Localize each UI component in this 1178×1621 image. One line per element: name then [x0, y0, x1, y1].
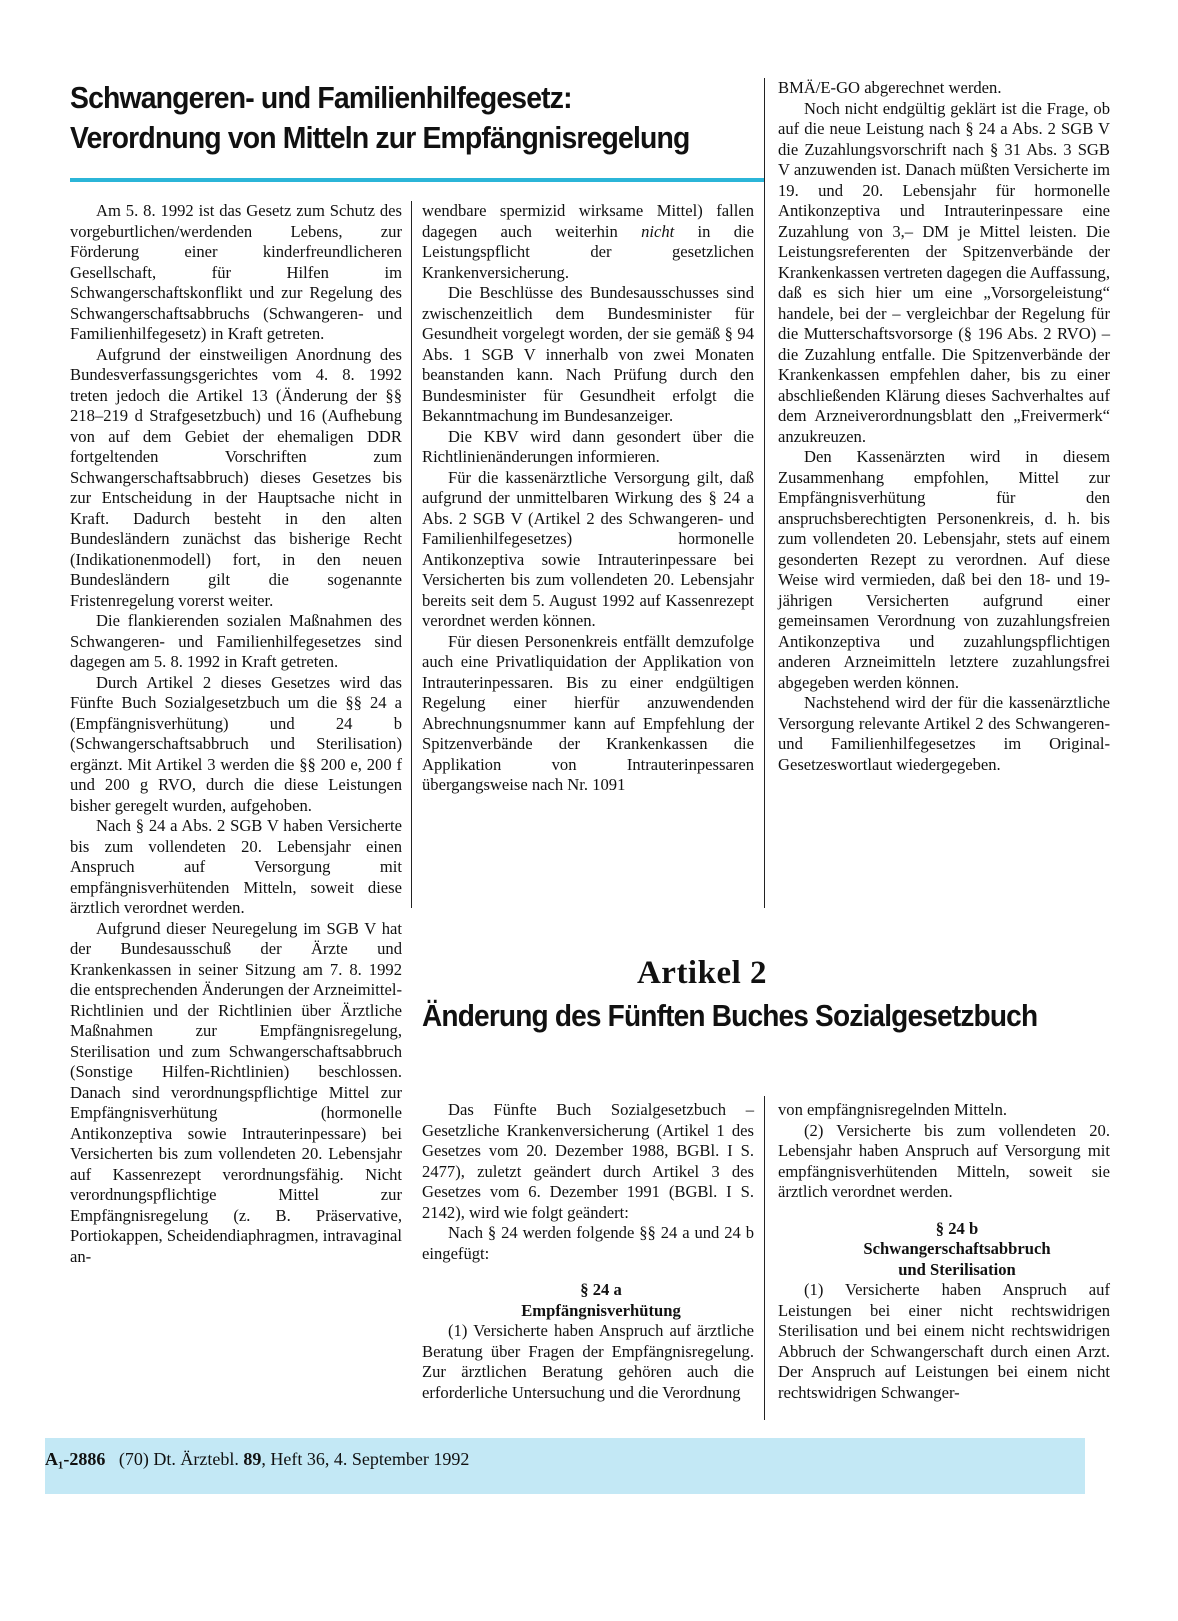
section-title: und Sterilisation — [898, 1259, 1016, 1279]
section-title: Empfängnisverhütung — [521, 1300, 681, 1320]
column-divider — [764, 78, 765, 908]
paragraph: Noch nicht endgültig geklärt ist die Frage, ob auf die neue Leistung nach § 24 a Abs. 2 SGB V die Zuzahlungsvorschrift nach § 31 Abs. 3 SGB V anzuwenden ist. Danach müßten Versicherte im 19. und 20. Lebensjahr für hormonelle Antikonzeptiva und Intrauterinpessare eine Zuzahlung von 3,– DM je Mittel leisten. Die Leistungsreferenten der Spitzenverbände der Krankenkassen vertreten dagegen die Auffassung, daß es sich hier um eine „Vorsorgeleistung“ handele, bei der – vergleichbar der Regelung für die Mutterschaftsvorsorge (§ 196 Abs. 2 RVO) – die Zuzahlung entfalle. Die Spitzenverbände der Krankenkassen empfehlen daher, bis zu einer abschließenden Klärung dieses Sachverhaltes auf dem Arzneiverordnungsblatt den „Freivermerk“ anzukreuzen. — [778, 98, 1110, 446]
intro-column-2 — [422, 201, 754, 796]
paragraph: BMÄ/E-GO abgerechnet werden. — [778, 78, 1002, 97]
title-rule — [70, 178, 764, 182]
paragraph: Aufgrund dieser Neuregelung im SGB V hat der Bundesausschuß der Ärzte und Krankenkassen in seiner Sitzung am 7. 8. 1992 die entsprechenden Änderungen der Arzneimittel-Richtlinien und der Richtlinien über Ärztliche Maßnahmen zur Empfängnisregelung, Sterilisation und zum Schwangerschaftsabbruch (Sonstige Hilfen-Richtlinien) beschlossen. Danach sind verordnungspflichtige Mittel zur Empfängnisverhütung (hormonelle Antikonzeptiva sowie Intrauterinpessare) bei Versicherten bis zum vollendeten 20. Lebensjahr auf Kassenrezept verordnungsfähig. Nicht verordnungspflichtige Mittel zur Empfängnisregelung (z. B. Präservative, Portiokappen, Scheidendiaphragmen, intravaginal an- — [70, 918, 402, 1266]
section-title: Schwangerschaftsabbruch — [863, 1239, 1051, 1258]
section-number: § 24 a — [580, 1280, 622, 1299]
column-divider — [411, 201, 412, 908]
intro-column-1 — [70, 201, 402, 1267]
paragraph: von empfängnisregelnden Mitteln. — [778, 1100, 1008, 1119]
citation-suffix: , Heft 36, 4. September 1992 — [261, 1449, 470, 1469]
paragraph: Nach § 24 a Abs. 2 SGB V haben Versicherte bis zum vollendeten 20. Lebensjahr einen Anspruch auf Versorgung mit empfängnisverhütenden Mitteln, soweit diese ärztlich verordnet werden. — [70, 816, 402, 917]
paragraph: Durch Artikel 2 dieses Gesetzes wird das Fünfte Buch Sozialgesetzbuch um die §§ 24 a (Empfängnisverhütung) und 24 b (Schwangerschaftsabbruch und Sterilisation) ergänzt. Mit Artikel 3 werden die §§ 200 e, 200 f und 200 g RVO, durch die diese Leistungen bisher geregelt wurden, aufgehoben. — [70, 672, 402, 815]
paragraph: Für die kassenärztliche Versorgung gilt, daß aufgrund der unmittelbaren Wirkung des § 24 a Abs. 2 SGB V (Artikel 2 des Schwangeren- und Familienhilfegesetzes) hormonelle Antikonzeptiva sowie Intrauterinpessare bei Versicherten bis zum vollendeten 20. Lebensjahr bereits seit dem 5. August 1992 auf Kassenrezept verordnet werden können. — [422, 467, 754, 630]
paragraph: Nachstehend wird der für die kassenärztliche Versorgung relevante Artikel 2 des Schwangeren- und Familienhilfegesetzes im Original-Gesetzeswortlaut wiedergegeben. — [778, 693, 1110, 774]
paragraph: Den Kassenärzten wird in diesem Zusammenhang empfohlen, Mittel zur Empfängnisverhütung für den anspruchsberechtigten Personenkreis, d. h. bis zum vollendeten 20. Lebensjahr, stets auf einem gesonderten Rezept zu verordnen. Auf diese Weise wird vermieden, daß bei den 18- und 19-jährigen Versicherten aufgrund einer gemeinsamen Verordnung von zuzahlungsfreien Antikonzeptiva und zuzahlungspflichtigen anderen Arzneimitteln letztere zuzahlungsfrei abgegeben werden können. — [778, 447, 1110, 692]
article-column-2 — [778, 1100, 1110, 1403]
page-title-line-1: Schwangeren- und Familienhilfegesetz: — [70, 81, 572, 115]
paragraph: Die KBV wird dann gesondert über die Richtlinienänderungen informieren. — [422, 426, 754, 466]
section-number: § 24 b — [935, 1218, 979, 1238]
paragraph: Die Beschlüsse des Bundesausschusses sind zwischenzeitlich dem Bundesminister für Gesundheit vorgelegt worden, der sie gemäß § 94 Abs. 1 SGB V innerhalb von zwei Monaten beanstanden kann. Nach Prüfung durch den Bundesminister für Gesundheit erfolgt die Bekanntmachung im Bundesanzeiger. — [422, 283, 754, 425]
page-title-line-2: Verordnung von Mitteln zur Empfängnisregelung — [70, 121, 690, 155]
page-number: A₁-2886 — [45, 1449, 106, 1469]
paragraph: (1) Versicherte haben Anspruch auf Leistungen bei einer nicht rechtswidrigen Sterilisation und bei einem nicht rechtswidrigen Abbruch der Schwangerschaft durch einen Arzt. Der Anspruch auf Leistungen bei einem nicht rechtswidrigen Schwanger- — [778, 1280, 1110, 1402]
paragraph: (2) Versicherte bis zum vollendeten 20. Lebensjahr haben Anspruch auf Versorgung mit empfängnisverhütenden Mitteln, soweit sie ärztlich verordnet werden. — [778, 1120, 1110, 1201]
paragraph: Am 5. 8. 1992 ist das Gesetz zum Schutz des vorgeburtlichen/werdenden Lebens, zur Förderung einer kinderfreundlicheren Gesellschaft, für Hilfen im Schwangerschaftskonflikt und zur Regelung des Schwangerschaftsabbruchs (Schwangeren- und Familienhilfegesetz) in Kraft getreten. — [70, 201, 402, 343]
page-title — [70, 78, 712, 158]
paragraph: Das Fünfte Buch Sozialgesetzbuch – Gesetzliche Krankenversicherung (Artikel 1 des Gesetzes vom 20. Dezember 1988, BGBl. I S. 2477), zuletzt geändert durch Artikel 3 des Gesetzes vom 6. Dezember 1991 (BGBl. I S. 2142), wird wie folgt geändert: — [422, 1100, 754, 1222]
column-divider — [764, 1096, 765, 1420]
emphasis: nicht — [641, 221, 675, 241]
paragraph: Aufgrund der einstweiligen Anordnung des Bundesverfassungsgerichtes vom 4. 8. 1992 treten jedoch die Artikel 13 (Änderung der §§ 218–219 d Strafgesetzbuch) und 16 (Aufhebung von auf dem Gebiet der ehemaligen DDR fortgeltenden Vorschriften zum Schwangerschaftsabbruch) dieses Gesetzes bis zur Entscheidung in der Hauptsache nicht in Kraft. Dadurch besteht in den alten Bundesländern zunächst das bisherige Recht (Indikationenmodell) fort, in den neuen Bundesländern gilt die sogenannte Fristenregelung vorerst weiter. — [70, 344, 402, 610]
paragraph: wendbare spermizid wirksame Mittel) fallen dagegen auch weiterhin nicht in die Leistungspflicht der gesetzlichen Krankenversicherung. — [422, 201, 755, 282]
paragraph: (1) Versicherte haben Anspruch auf ärztliche Beratung über Fragen der Empfängnisregelung. Zur ärztlichen Beratung gehören auch die erforderliche Untersuchung und die Verordnung — [422, 1321, 754, 1402]
article-title: Änderung des Fünften Buches Sozialgesetzbuch — [422, 999, 1038, 1033]
paragraph: Die flankierenden sozialen Maßnahmen des Schwangeren- und Familienhilfegesetzes sind dagegen am 5. 8. 1992 in Kraft getreten. — [70, 611, 402, 671]
article-number: Artikel 2 — [636, 955, 768, 991]
citation-prefix: (70) Dt. Ärztebl. — [118, 1449, 239, 1469]
volume-number: 89 — [243, 1449, 262, 1469]
intro-column-3 — [778, 78, 1110, 775]
paragraph: Für diesen Personenkreis entfällt demzufolge auch eine Privatliquidation der Applikation von Intrauterinpessaren. Bis zu einer endgültigen Regelung einer hierfür anzuwendenden Abrechnungsnummer kann auf Empfehlung der Spitzenverbände der Krankenkassen die Applikation von Intrauterinpessaren übergangsweise nach Nr. 1091 — [422, 631, 754, 794]
paragraph: Nach § 24 werden folgende §§ 24 a und 24 b eingefügt: — [422, 1223, 754, 1263]
article-column-1 — [422, 1100, 754, 1403]
footer — [45, 1447, 469, 1471]
